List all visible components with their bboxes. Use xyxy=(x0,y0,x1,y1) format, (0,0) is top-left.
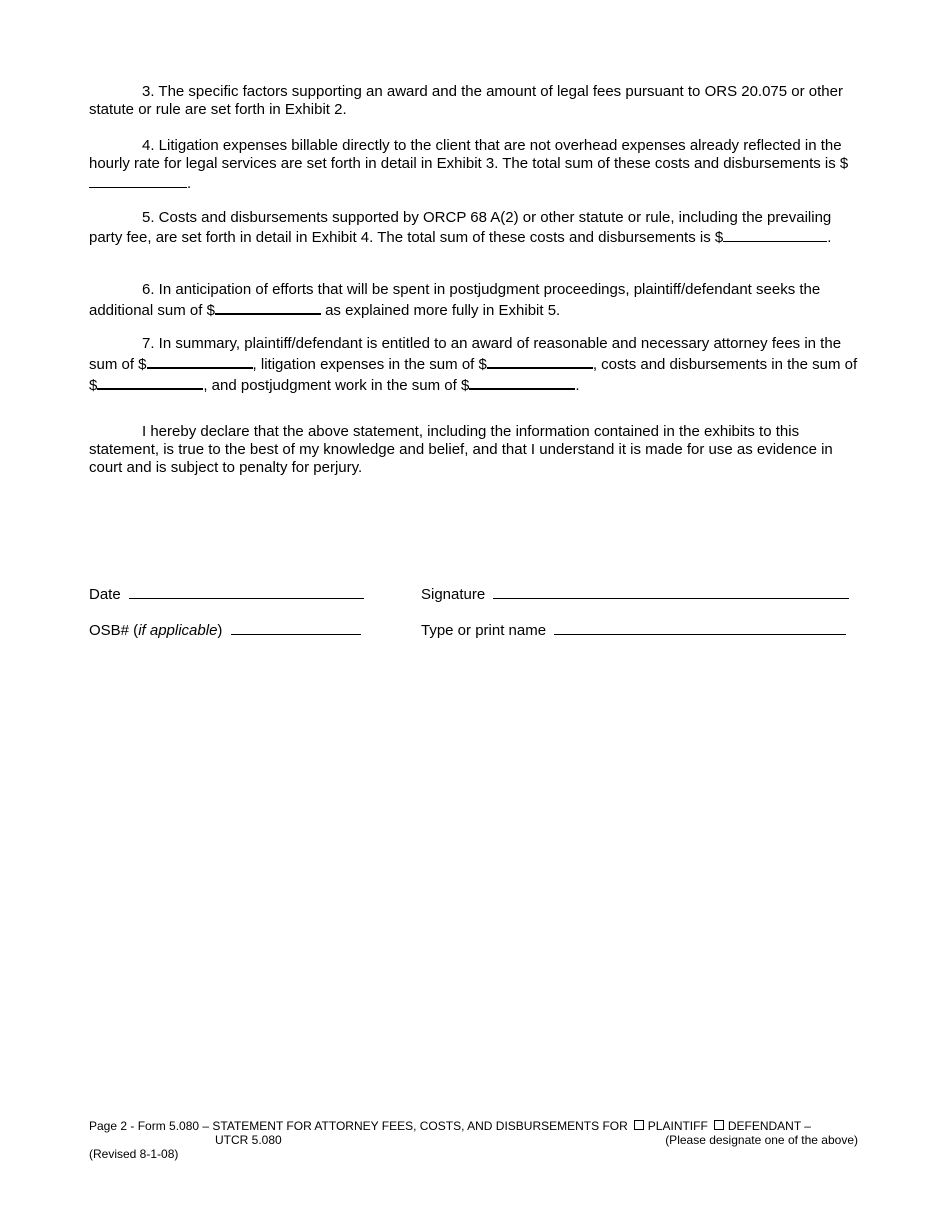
footer-line-1 xyxy=(89,1119,811,1133)
paragraph-7-part2: , litigation expenses in the sum of $ xyxy=(252,356,487,373)
paragraph-7-end: . xyxy=(575,377,580,394)
print-name-line[interactable] xyxy=(554,620,846,635)
signature-row xyxy=(421,584,849,604)
declaration-text: I hereby declare that the above statement, including the information contained in the exhibits to this statement, is true to the best of my knowledge and belief, and that I understand it is made for use as evidence in court and is subject to penalty for perjury. xyxy=(89,423,833,476)
paragraph-7-part4: , and postjudgment work in the sum of $ xyxy=(203,377,470,394)
paragraph-5 xyxy=(89,209,864,247)
postjudgment-sum-blank[interactable] xyxy=(215,299,321,315)
paragraph-5-end: . xyxy=(827,229,832,246)
osb-row xyxy=(89,620,361,640)
paragraph-7-part3: , costs and disbursements in the sum of $ xyxy=(89,356,858,394)
plaintiff-label: PLAINTIFF xyxy=(647,1119,708,1133)
osb-italic: if applicable xyxy=(138,622,218,639)
paragraph-5-text: 5. Costs and disbursements supported by ORCP 68 A(2) or other statute or rule, including the prevailing party fee, are set forth in detail in Exhibit 4. The total sum of these costs and disbursements is $ xyxy=(89,209,832,246)
defendant-checkbox[interactable] xyxy=(714,1120,724,1130)
osb-close: ) xyxy=(217,622,223,639)
defendant-label: DEFENDANT – xyxy=(727,1119,811,1133)
paragraph-7 xyxy=(89,335,864,395)
paragraph-4 xyxy=(89,137,864,193)
osb-label: OSB# ( xyxy=(89,622,139,639)
postjudgment-work-sum-blank[interactable] xyxy=(469,374,575,390)
signature-line[interactable] xyxy=(493,584,849,599)
paragraph-6 xyxy=(89,281,864,320)
print-name-row xyxy=(421,620,846,640)
paragraph-3-text: 3. The specific factors supporting an award and the amount of legal fees pursuant to ORS 20.075 or other statute or rule are set forth in Exhibit 2. xyxy=(89,83,843,118)
paragraph-3 xyxy=(89,83,864,119)
date-line[interactable] xyxy=(129,584,364,599)
attorney-fees-sum-blank[interactable] xyxy=(147,353,253,369)
signature-label: Signature xyxy=(421,586,486,603)
paragraph-4-text: 4. Litigation expenses billable directly to the client that are not overhead expenses already reflected in the hourly rate for legal services are set forth in detail in Exhibit 3. The total sum of these costs and disbursements is $ xyxy=(89,137,849,172)
paragraph-4-end: . xyxy=(187,175,192,192)
footer-title: Page 2 - Form 5.080 – STATEMENT FOR ATTORNEY FEES, COSTS, AND DISBURSEMENTS FOR xyxy=(89,1119,628,1133)
paragraph-6-text: 6. In anticipation of efforts that will be spent in postjudgment proceedings, plaintiff/defendant seeks the additional sum of $ xyxy=(89,281,821,319)
costs-disbursements-sum-blank[interactable] xyxy=(97,374,203,390)
footer-designate-note: (Please designate one of the above) xyxy=(665,1133,858,1147)
litigation-expenses-blank[interactable] xyxy=(89,173,187,188)
date-label: Date xyxy=(89,586,121,603)
osb-line[interactable] xyxy=(231,620,361,635)
costs-disbursements-blank[interactable] xyxy=(723,227,827,242)
date-row xyxy=(89,584,364,604)
print-name-label: Type or print name xyxy=(421,622,547,639)
footer-utcr: UTCR 5.080 xyxy=(215,1133,282,1147)
footer-revised: (Revised 8-1-08) xyxy=(89,1147,179,1161)
declaration-paragraph xyxy=(89,423,864,477)
plaintiff-checkbox[interactable] xyxy=(634,1120,644,1130)
paragraph-7-part1: 7. In summary, plaintiff/defendant is entitled to an award of reasonable and necessary attorney fees in the sum of $ xyxy=(89,335,842,373)
paragraph-6-end: as explained more fully in Exhibit 5. xyxy=(320,302,561,319)
litigation-expenses-sum-blank[interactable] xyxy=(487,353,593,369)
